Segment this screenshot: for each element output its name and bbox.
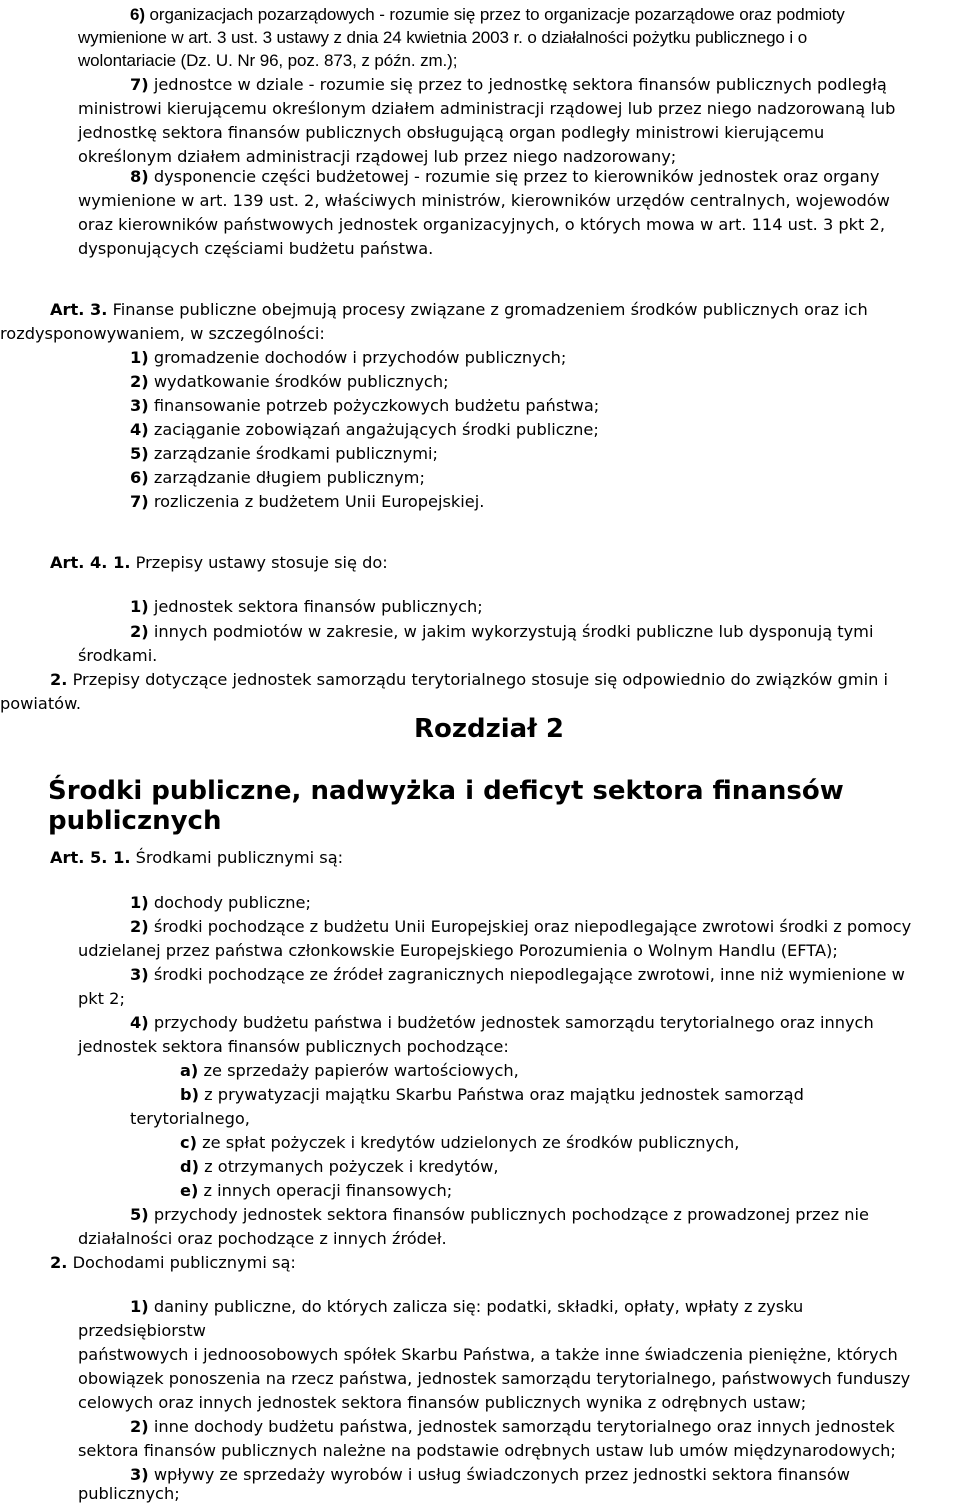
item-text: dysponencie części budżetowej - rozumie się przez to kierowników jednostek oraz organy <box>148 167 880 186</box>
article-text: Środkami publicznymi są: <box>130 848 344 867</box>
art5-item-5 <box>130 1203 869 1228</box>
item-text: wydatkowanie środków publicznych; <box>148 372 449 391</box>
art4-heading <box>50 551 388 576</box>
paragraph-number: 2. <box>50 670 68 689</box>
art5-item-2-cont: udzielanej przez państwa członkowskie Europejskiego Porozumienia o Wolnym Handlu (EFTA); <box>78 941 838 960</box>
article-label: Art. 5. 1. <box>50 848 131 867</box>
item-text: środki pochodzące z budżetu Unii Europejskiej oraz niepodlegające zwrotowi środki z pomocy <box>148 917 912 936</box>
art3-line2: rozdysponowywaniem, w szczególności: <box>0 324 325 343</box>
item-text: zaciąganie zobowiązań angażujących środki publiczne; <box>148 420 599 439</box>
art5-d2 <box>130 1415 895 1440</box>
item6-line1 <box>130 3 845 28</box>
item-number: 2) <box>130 622 149 641</box>
item-text: przychody budżetu państwa i budżetów jednostek samorządu terytorialnego oraz innych <box>148 1013 874 1032</box>
article-label: Art. 3. <box>50 300 108 319</box>
item-number: 5) <box>130 444 149 463</box>
item-text: z otrzymanych pożyczek i kredytów, <box>199 1157 499 1176</box>
art5-sub-b <box>180 1083 804 1108</box>
chapter-subtitle: Środki publiczne, nadwyżka i deficyt sektora finansów publicznych <box>48 776 844 836</box>
art5-item-3 <box>130 963 905 988</box>
art5-sub-a <box>180 1059 519 1084</box>
item-number: 1) <box>130 597 149 616</box>
paragraph-text: Przepisy dotyczące jednostek samorządu terytorialnego stosuje się odpowiednio do związków gmin i <box>67 670 889 689</box>
item7-line2: ministrowi kierującemu określonym działem administracji rządowej lub przez niego nadzorowaną lub <box>78 99 896 118</box>
art3-item-1 <box>130 346 566 371</box>
item8-line3: oraz kierowników państwowych jednostek organizacyjnych, o których mowa w art. 114 ust. 3 pkt 2, <box>78 215 885 234</box>
item-number: 7) <box>130 75 149 94</box>
article-label: Art. 4. 1. <box>50 553 131 572</box>
art5-d2-l2: sektora finansów publicznych należne na podstawie odrębnych ustaw lub umów międzynarodowych; <box>78 1441 896 1460</box>
art3-heading <box>50 298 868 323</box>
art5-para-2 <box>50 1251 296 1276</box>
art3-item-2 <box>130 370 449 395</box>
item-text: z prywatyzacji majątku Skarbu Państwa oraz majątku jednostek samorząd <box>199 1085 804 1104</box>
item7-line1 <box>130 73 887 98</box>
item-text: wpływy ze sprzedaży wyrobów i usług świadczonych przez jednostki sektora finansów <box>148 1465 850 1484</box>
paragraph-text: Dochodami publicznymi są: <box>67 1253 296 1272</box>
art5-item-4-cont: jednostek sektora finansów publicznych pochodzące: <box>78 1037 509 1056</box>
item-number: 1) <box>130 348 149 367</box>
item-number: d) <box>180 1157 199 1176</box>
item-text: zarządzanie długiem publicznym; <box>148 468 425 487</box>
art4-para-2 <box>50 668 888 693</box>
item-text: jednostek sektora finansów publicznych; <box>148 597 483 616</box>
item-number: c) <box>180 1133 197 1152</box>
article-text: Przepisy ustawy stosuje się do: <box>130 553 388 572</box>
item-text: ze sprzedaży papierów wartościowych, <box>198 1061 519 1080</box>
item-text: jednostce w dziale - rozumie się przez to jednostkę sektora finansów publicznych podległą <box>148 75 887 94</box>
art5-d1-l3: państwowych i jednoosobowych spółek Skarbu Państwa, a także inne świadczenia pieniężne, których <box>78 1345 898 1364</box>
art5-d1-l5: celowych oraz innych jednostek sektora finansów publicznych wynika z odrębnych ustaw; <box>78 1393 807 1412</box>
art4-item-1 <box>130 595 483 620</box>
art5-d1-l2: przedsiębiorstw <box>78 1321 206 1340</box>
item-number: 7) <box>130 492 149 511</box>
item-number: 4) <box>130 1013 149 1032</box>
art5-d1 <box>130 1295 803 1320</box>
item-text: inne dochody budżetu państwa, jednostek samorządu terytorialnego oraz innych jednostek <box>148 1417 895 1436</box>
item-text: organizacjach pozarządowych - rozumie się przez to organizacje pozarządowe oraz podmioty <box>144 5 845 24</box>
paragraph-number: 2. <box>50 1253 68 1272</box>
item-text: innych podmiotów w zakresie, w jakim wykorzystują środki publiczne lub dysponują tymi <box>148 622 874 641</box>
item-number: 5) <box>130 1205 149 1224</box>
article-text: Finanse publiczne obejmują procesy związane z gromadzeniem środków publicznych oraz ich <box>107 300 868 319</box>
art3-item-6 <box>130 466 425 491</box>
item-number: 6) <box>130 5 145 24</box>
item6-line3: wolontariacie (Dz. U. Nr 96, poz. 873, z późn. zm.); <box>78 51 458 70</box>
item-text: zarządzanie środkami publicznymi; <box>148 444 438 463</box>
art5-sub-e <box>180 1179 452 1204</box>
art5-item-4 <box>130 1011 874 1036</box>
item-number: 1) <box>130 893 149 912</box>
item-number: 2) <box>130 1417 149 1436</box>
item-text: gromadzenie dochodów i przychodów publicznych; <box>148 348 567 367</box>
item7-line3: jednostkę sektora finansów publicznych obsługującą organ podległy ministrowi kierującemu <box>78 123 825 142</box>
item-number: 3) <box>130 1465 149 1484</box>
item-number: 3) <box>130 396 149 415</box>
art5-sub-d <box>180 1155 499 1180</box>
item-number: 4) <box>130 420 149 439</box>
art5-d3 <box>130 1463 850 1488</box>
art3-item-7 <box>130 490 484 515</box>
item-number: a) <box>180 1061 199 1080</box>
art5-sub-b-cont: terytorialnego, <box>130 1109 250 1128</box>
art4-para-2-cont: powiatów. <box>0 694 81 713</box>
item-text: ze spłat pożyczek i kredytów udzielonych ze środków publicznych, <box>197 1133 740 1152</box>
item-text: daniny publiczne, do których zalicza się: podatki, składki, opłaty, wpłaty z zysku <box>148 1297 804 1316</box>
chapter-title: Rozdział 2 <box>414 714 565 744</box>
art4-item-2 <box>130 620 873 645</box>
item-text: z innych operacji finansowych; <box>198 1181 453 1200</box>
item-text: przychody jednostek sektora finansów publicznych pochodzące z prowadzonej przez nie <box>148 1205 869 1224</box>
art5-item-5-cont: działalności oraz pochodzące z innych źródeł. <box>78 1229 447 1248</box>
item8-line4: dysponujących częściami budżetu państwa. <box>78 239 434 258</box>
art5-d3-l2: publicznych; <box>78 1484 180 1503</box>
art3-item-3 <box>130 394 599 419</box>
item-number: 6) <box>130 468 149 487</box>
item-number: 8) <box>130 167 149 186</box>
item7-line4: określonym działem administracji rządowej lub przez niego nadzorowany; <box>78 147 677 166</box>
item-number: 3) <box>130 965 149 984</box>
item-text: dochody publiczne; <box>148 893 311 912</box>
item6-line2: wymienione w art. 3 ust. 3 ustawy z dnia 24 kwietnia 2003 r. o działalności pożytku publicznego i o <box>78 28 808 47</box>
art5-sub-c <box>180 1131 739 1156</box>
item-text: finansowanie potrzeb pożyczkowych budżetu państwa; <box>148 396 600 415</box>
art5-item-2 <box>130 915 911 940</box>
art5-heading <box>50 846 343 871</box>
art3-item-5 <box>130 442 438 467</box>
item-text: rozliczenia z budżetem Unii Europejskiej. <box>148 492 485 511</box>
item8-line1 <box>130 165 879 190</box>
item-number: 2) <box>130 372 149 391</box>
item-number: 1) <box>130 1297 149 1316</box>
item-number: e) <box>180 1181 199 1200</box>
art3-item-4 <box>130 418 599 443</box>
art5-item-1 <box>130 891 311 916</box>
item-number: b) <box>180 1085 199 1104</box>
item8-line2: wymienione w art. 139 ust. 2, właściwych ministrów, kierowników urzędów centralnych, wojewodów <box>78 191 890 210</box>
art4-item-2-cont: środkami. <box>78 646 158 665</box>
art5-item-3-cont: pkt 2; <box>78 989 125 1008</box>
art5-d1-l4: obowiązek ponoszenia na rzecz państwa, jednostek samorządu terytorialnego, państwowych funduszy <box>78 1369 911 1388</box>
item-text: środki pochodzące ze źródeł zagranicznych niepodlegające zwrotowi, inne niż wymienione w <box>148 965 905 984</box>
item-number: 2) <box>130 917 149 936</box>
